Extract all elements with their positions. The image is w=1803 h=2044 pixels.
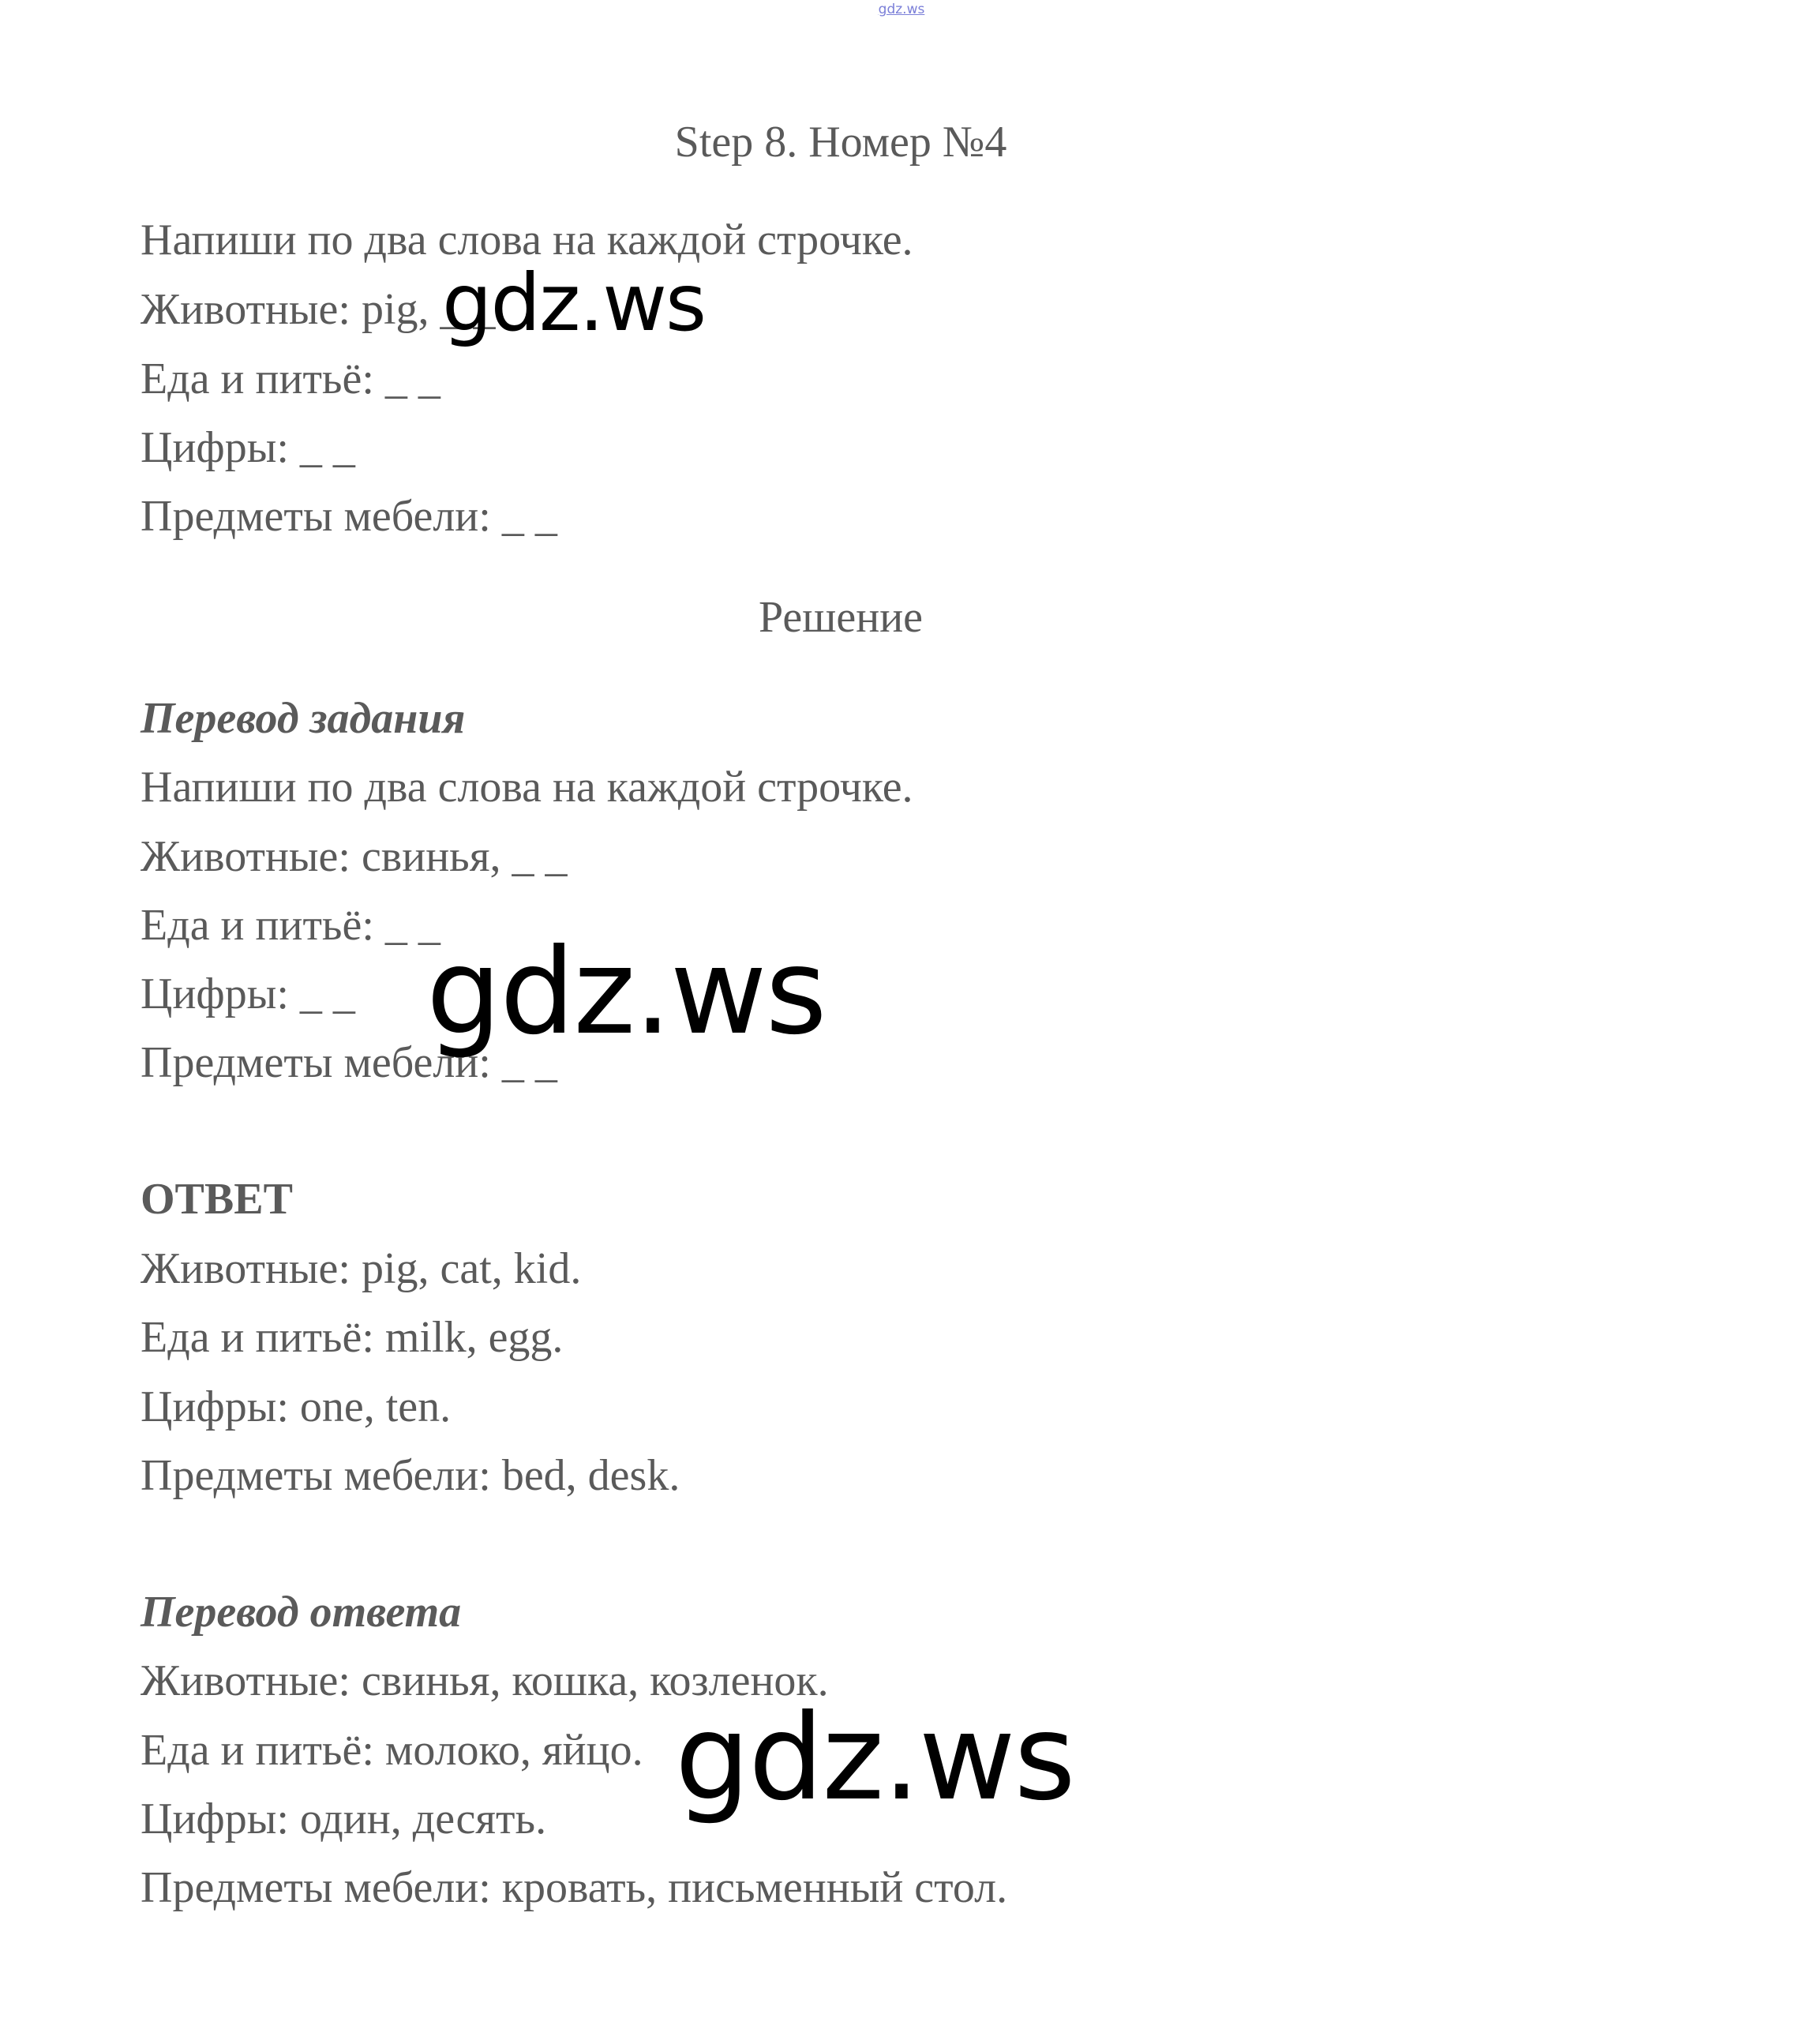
translation-line: Напиши по два слова на каждой строчке. bbox=[141, 763, 913, 812]
solution-heading: Решение bbox=[758, 593, 924, 642]
gdz-watermark: gdz.ws bbox=[675, 1690, 1074, 1827]
task-line: Предметы мебели: _ _ bbox=[141, 492, 557, 541]
page-title: Step 8. Номер №4 bbox=[674, 118, 1007, 167]
answer-line: Предметы мебели: bed, desk. bbox=[141, 1451, 680, 1500]
answer-translation-line: Цифры: один, десять. bbox=[141, 1795, 547, 1843]
task-line: Еда и питьё: _ _ bbox=[141, 354, 440, 403]
answer-translation-line: Еда и питьё: молоко, яйцо. bbox=[141, 1726, 643, 1775]
answer-heading: ОТВЕТ bbox=[141, 1175, 293, 1224]
answer-line: Цифры: one, ten. bbox=[141, 1382, 452, 1431]
task-line: Напиши по два слова на каждой строчке. bbox=[141, 216, 913, 264]
translation-line: Цифры: _ _ bbox=[141, 969, 355, 1018]
gdz-watermark: gdz.ws bbox=[426, 924, 826, 1061]
translation-line: Предметы мебели: _ _ bbox=[141, 1038, 557, 1087]
gdz-watermark: gdz.ws bbox=[442, 257, 706, 349]
translation-line: Животные: свинья, _ _ bbox=[141, 832, 568, 881]
top-watermark-link: gdz.ws bbox=[878, 2, 925, 17]
answer-translation-line: Животные: свинья, кошка, козленок. bbox=[141, 1656, 829, 1705]
task-line: Животные: pig, _ _ bbox=[141, 285, 496, 334]
task-translation-heading: Перевод задания bbox=[141, 694, 466, 743]
answer-translation-line: Предметы мебели: кровать, письменный стол. bbox=[141, 1863, 1008, 1912]
translation-line: Еда и питьё: _ _ bbox=[141, 901, 440, 950]
answer-translation-heading: Перевод ответа bbox=[141, 1588, 462, 1637]
answer-line: Животные: pig, cat, kid. bbox=[141, 1244, 582, 1293]
answer-line: Еда и питьё: milk, egg. bbox=[141, 1313, 564, 1362]
task-line: Цифры: _ _ bbox=[141, 423, 355, 472]
